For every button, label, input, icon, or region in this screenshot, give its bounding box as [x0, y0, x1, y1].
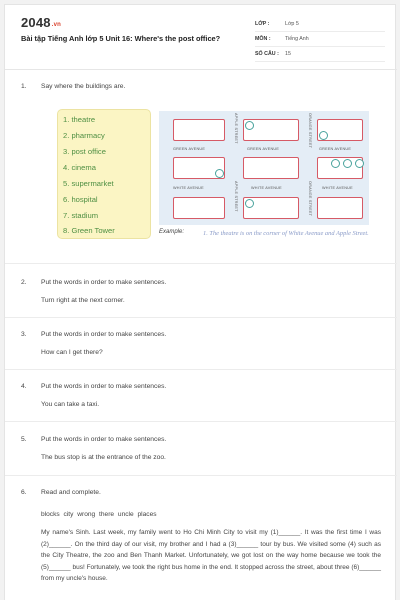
legend-item: 8. Green Tower — [63, 226, 115, 235]
street-label-green: GREEN AVENUE — [247, 147, 280, 151]
divider — [5, 317, 397, 318]
legend-item: 2. pharmacy — [63, 131, 105, 140]
example-text: 1. The theatre is on the corner of White Avenue and Apple Street. — [203, 230, 369, 237]
street-label-apple: APPLE STREET — [234, 113, 238, 144]
meta-row-count: SỐ CÂU : 15 — [255, 47, 385, 62]
answer-text: Turn right at the next corner. — [41, 297, 125, 304]
building-legend — [57, 109, 151, 239]
legend-item: 1. theatre — [63, 115, 96, 124]
page-title: Bài tập Tiếng Anh lớp 5 Unit 16: Where's the post office? — [21, 34, 221, 43]
legend-item: 7. stadium — [63, 211, 99, 220]
street-label-orange: ORANGE STREET — [308, 181, 312, 217]
street-label-white: WHITE AVENUE — [173, 186, 204, 190]
answer-text: How can I get there? — [41, 349, 103, 356]
divider — [5, 475, 397, 476]
site-logo[interactable]: 2048.vn — [21, 15, 62, 30]
example: Example: 1. The theatre is on the corner of White Avenue and Apple Street. — [159, 229, 184, 235]
meta-table — [255, 17, 385, 62]
street-label-green: GREEN AVENUE — [173, 147, 206, 151]
answer-text: You can take a taxi. — [41, 401, 100, 408]
legend-item: 3. post office — [63, 147, 106, 156]
legend-item: 4. cinema — [63, 163, 96, 172]
map-marker-icon — [245, 121, 254, 130]
page-header — [5, 5, 397, 67]
map-marker-icon — [245, 199, 254, 208]
map-marker-icon — [319, 131, 328, 140]
meta-row-subject: MÔN : Tiếng Anh — [255, 32, 385, 47]
divider — [5, 421, 397, 422]
word-bank: blocks city wrong there uncle places — [41, 511, 157, 518]
street-label-orange: ORANGE STREET — [308, 113, 312, 149]
divider — [5, 263, 397, 264]
street-map — [159, 111, 369, 225]
header-divider — [5, 69, 397, 70]
map-marker-icon — [331, 159, 340, 168]
legend-item: 5. supermarket — [63, 179, 114, 188]
map-block — [243, 157, 299, 179]
divider — [5, 369, 397, 370]
map-block — [173, 197, 225, 219]
map-marker-icon — [215, 169, 224, 178]
street-label-green: GREEN AVENUE — [319, 147, 352, 151]
answer-text: The bus stop is at the entrance of the zoo. — [41, 454, 166, 461]
street-label-white: WHITE AVENUE — [251, 186, 282, 190]
map-marker-icon — [355, 159, 364, 168]
worksheet-page: 2048.vn Bài tập Tiếng Anh lớp 5 Unit 16: Where's the post office? LỚP : Lớp 5 MÔN : Tiếng Anh SỐ CÂU : 15 1. Say where the buildings are. 1. theatre 2. pharmacy 3. post office 4. cinema 5. supermarket 6. hospital 7. stadium 8. Green Tower GREEN AVENUE GREEN AVENUE GREEN AVENUE WHITE AVENUE WHITE AVENUE WHITE AVENUE APPLE STREET APPLE STREET ORANGE STREET ORANGE STREET Example: 1. The theatre is on the corner of White Avenue and Apple Street. 2. Put the words in order to make sentences. Turn right at the next corner. 3. Put the words in order to make sentences. How can I get there? 4. Put the words in order to make sentences. You can take a taxi. 5. Put the words in order to make sentences. The bus stop is at the entrance of the zoo. 6. Read and complete. blocks city wrong there uncle places My name's Sinh. Last week, my family went to Ho Chi Minh City to visit my (1)______. It was the first time I was (2)______. On the third day of our visit, my brother and I had a (3)______ tour by bus. We visited some (4) such as the City Theatre, the zoo and Ben Thanh Market. Unfortunately, we got lost on the way home because we took the (5)______ bus! Fortunately, we took the right bus home in the end. It stopped across the street, about three (6)______ from my uncle's house. — [4, 4, 396, 600]
street-label-white: WHITE AVENUE — [322, 186, 353, 190]
map-block — [317, 197, 363, 219]
meta-row-grade: LỚP : Lớp 5 — [255, 17, 385, 32]
legend-item: 6. hospital — [63, 195, 98, 204]
reading-passage: My name's Sinh. Last week, my family went to Ho Chi Minh City to visit my (1)______. It was the first time I was (2)______. On the third day of our visit, my brother and I had a (3)______ tour by bus. We visited some (4) such as the City Theatre, the zoo and Ben Thanh Market. Unfortunately, we got lost on the way home because we took the (5)______ bus! Fortunately, we took the right bus home in the end. It stopped across the street, about three (6)______ from my uncle's house. — [41, 529, 381, 583]
street-label-apple: APPLE STREET — [234, 181, 238, 212]
map-block — [173, 119, 225, 141]
map-marker-icon — [343, 159, 352, 168]
